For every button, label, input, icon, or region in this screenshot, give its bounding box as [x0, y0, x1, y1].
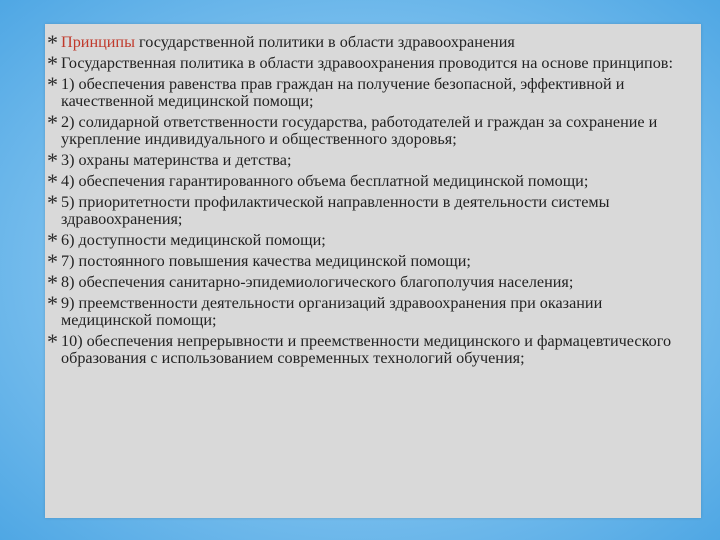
list-item [47, 228, 697, 253]
item-text: Государственная политика в области здравоохранения проводится на основе принципов: [61, 54, 673, 72]
bullet-list [47, 30, 697, 371]
bullet-icon: * [47, 270, 58, 295]
list-item [47, 249, 697, 274]
item-text: 5) приоритетности профилактической направленности в деятельности системы здравоохранения; [61, 193, 610, 228]
bullet-icon: * [47, 190, 58, 215]
list-item [47, 72, 697, 110]
item-text: 8) обеспечения санитарно-эпидемиологического благополучия населения; [61, 273, 574, 291]
list-item [47, 148, 697, 173]
bullet-icon: * [47, 169, 58, 194]
bullet-icon: * [47, 291, 58, 316]
list-item [47, 291, 697, 329]
item-text: 4) обеспечения гарантированного объема бесплатной медицинской помощи; [61, 172, 589, 190]
list-item [47, 51, 697, 76]
list-item [47, 110, 697, 148]
bullet-icon: * [47, 30, 58, 55]
item-text: государственной политики в области здравоохранения [134, 33, 515, 51]
bullet-icon: * [47, 51, 58, 76]
bullet-icon: * [47, 249, 58, 274]
item-text: 7) постоянного повышения качества медицинской помощи; [61, 252, 471, 270]
bullet-icon: * [47, 148, 58, 173]
item-text: 6) доступности медицинской помощи; [61, 231, 326, 249]
item-text: 1) обеспечения равенства прав граждан на получение безопасной, эффективной и качественной медицинской помощи; [61, 75, 625, 110]
item-text: 3) охраны материнства и детства; [61, 151, 292, 169]
item-text: 10) обеспечения непрерывности и преемственности медицинского и фармацевтического образования с использованием современных технологий обучения; [61, 332, 672, 367]
bullet-icon: * [47, 228, 58, 253]
list-item [47, 270, 697, 295]
bullet-icon: * [47, 72, 58, 97]
list-item [47, 30, 697, 55]
accent-word: Принципы [61, 33, 135, 51]
item-text: 9) преемственности деятельности организаций здравоохранения при оказании медицинской помощи; [61, 294, 603, 329]
list-item [47, 190, 697, 228]
list-item [47, 169, 697, 194]
list-item [47, 329, 697, 367]
bullet-icon: * [47, 329, 58, 354]
item-text: 2) солидарной ответственности государства, работодателей и граждан за сохранение и укрепление индивидуального и общественного здоровья; [61, 113, 658, 148]
bullet-icon: * [47, 110, 58, 135]
